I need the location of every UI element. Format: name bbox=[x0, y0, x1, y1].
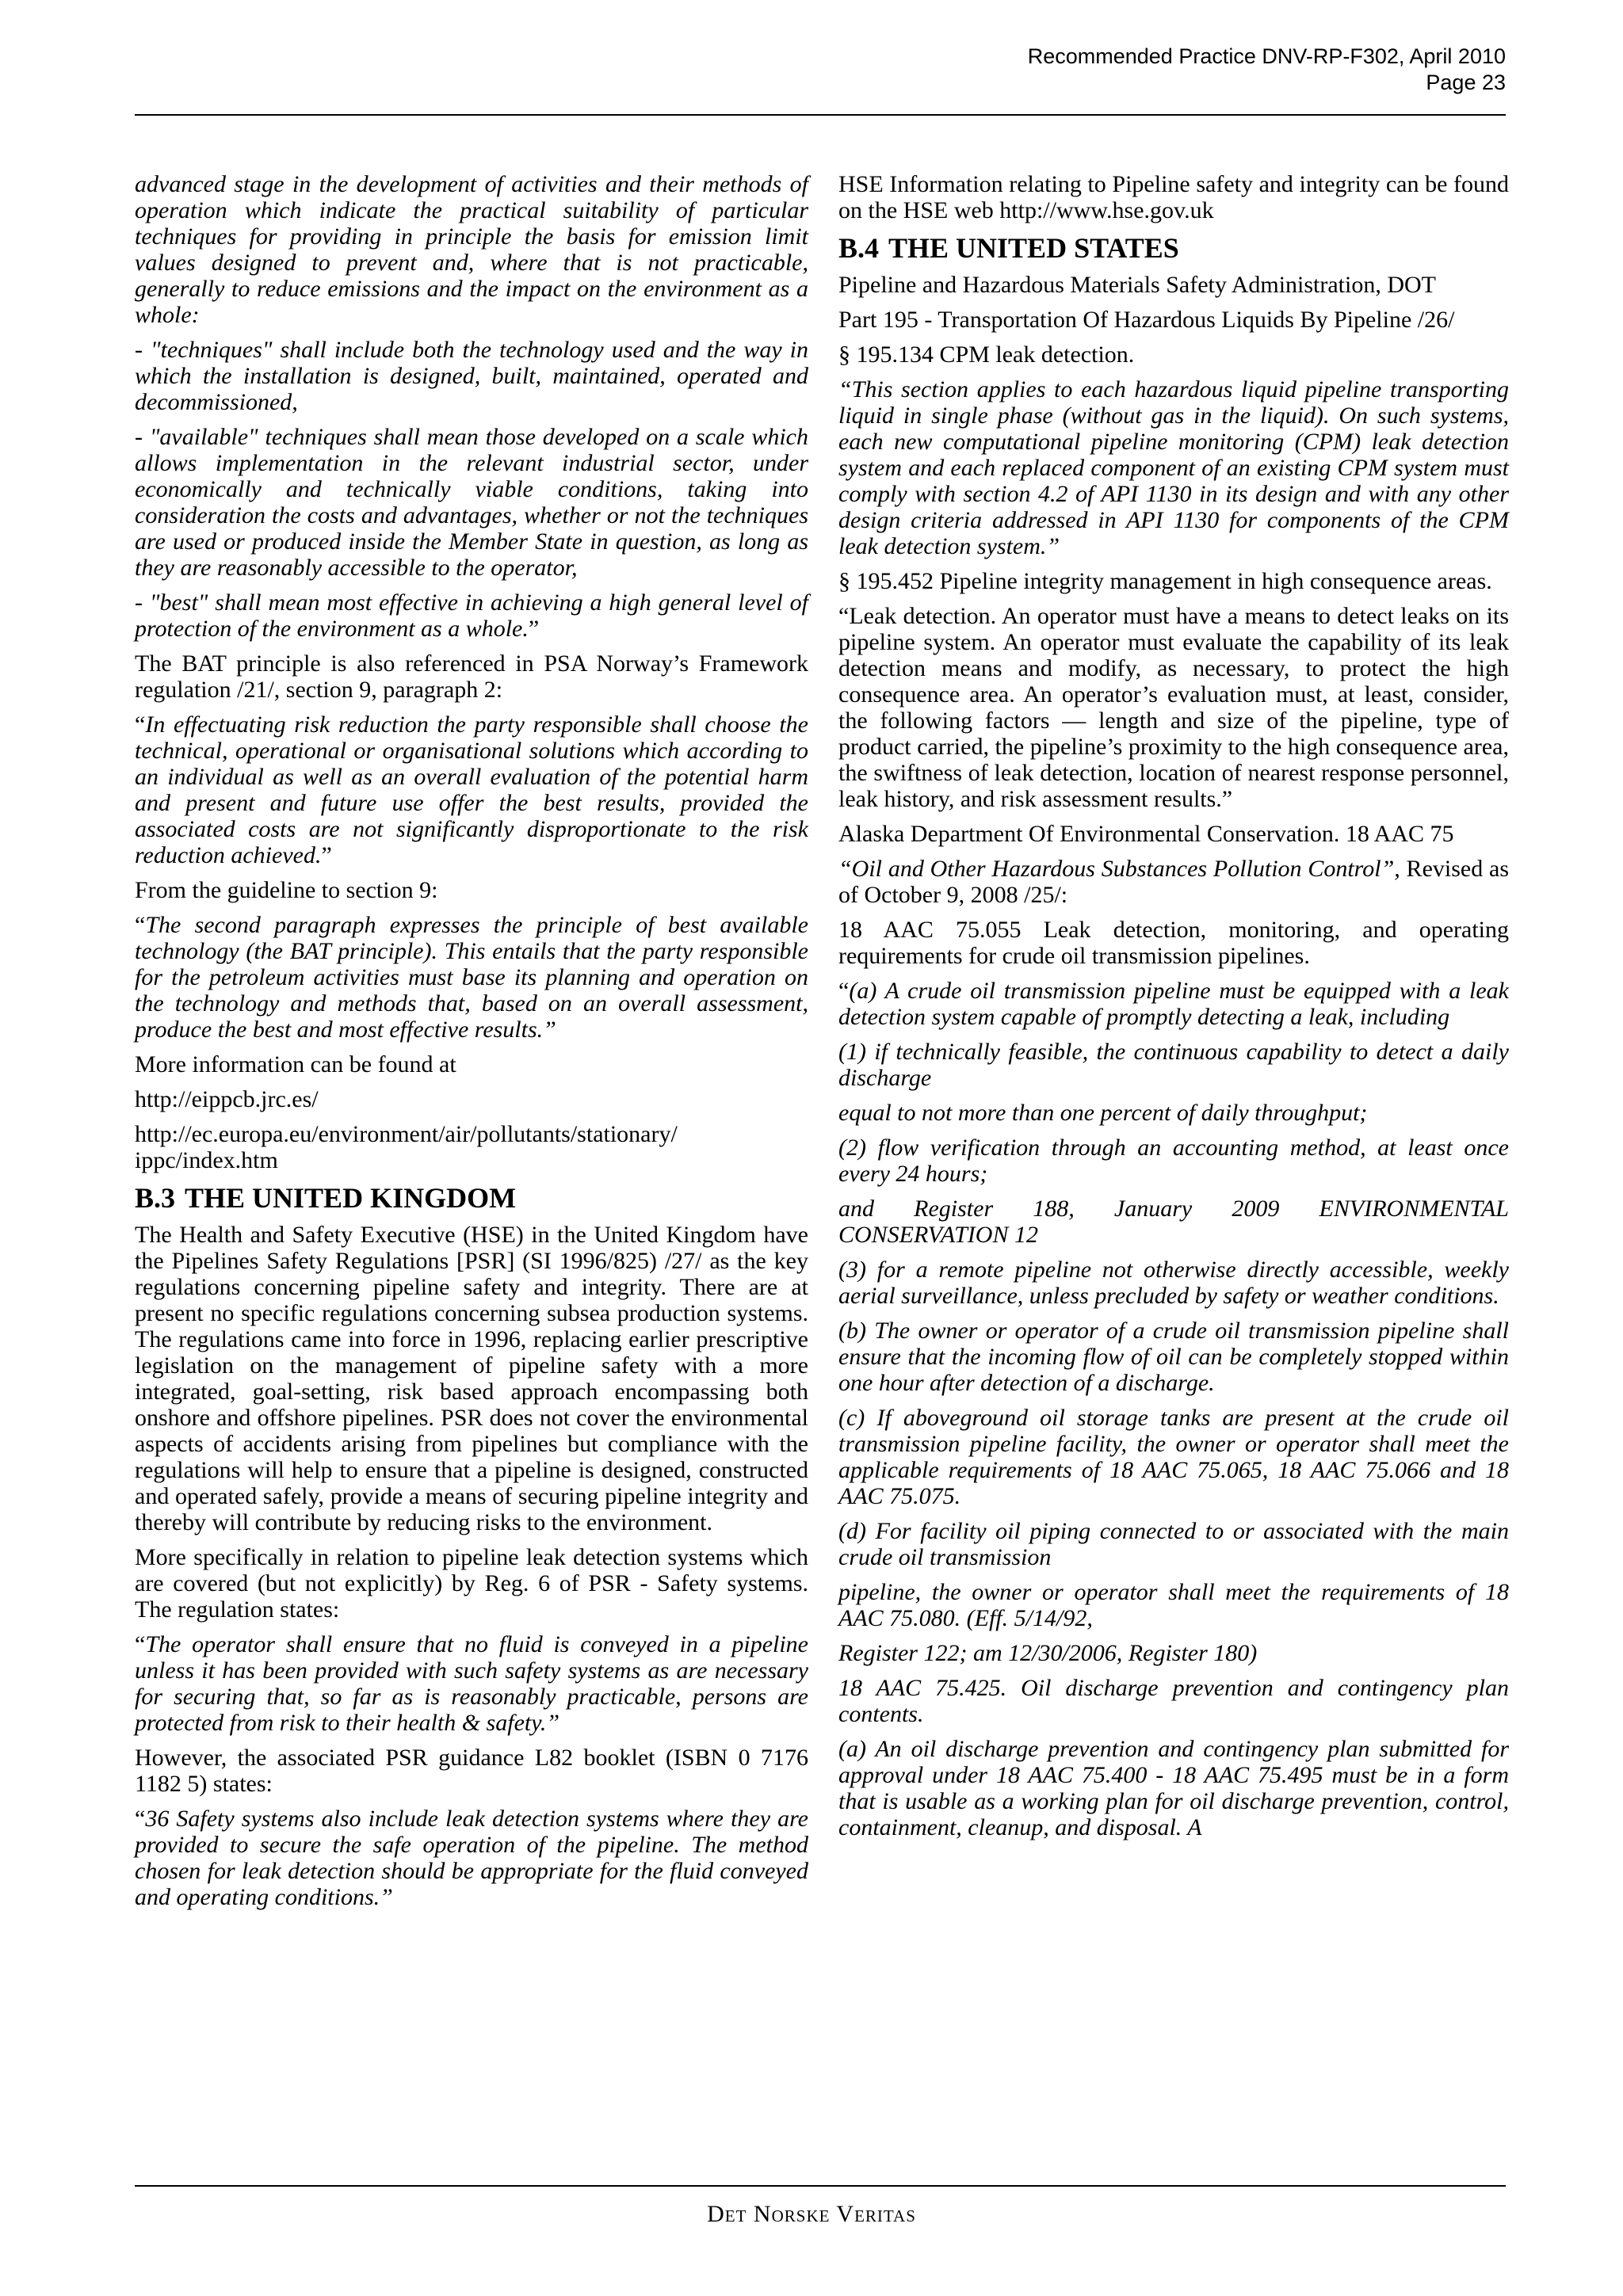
quote-text: The second paragraph expresses the principle of best available technology (the BAT principle). This entails that the party responsible for the petroleum activities must base its planning and operation on the technology and methods that, based on an overall assessment, produce the best and most effective results.” bbox=[135, 912, 808, 1043]
paragraph: (c) If aboveground oil storage tanks are present at the crude oil transmission pipeline facility, the owner or operator shall meet the applicable requirements of 18 AAC 75.065, 18 AAC 75.066 and 18 AAC 75.075. bbox=[838, 1405, 1509, 1509]
paragraph: HSE Information relating to Pipeline safety and integrity can be found on the HSE web http://www.hse.gov.uk bbox=[838, 171, 1509, 223]
link-ec-europa[interactable] bbox=[135, 1121, 808, 1173]
link-part: ippc/index.htm bbox=[135, 1147, 278, 1173]
link-part: http://ec.europa.eu/environment/air/pollutants/stationary/ bbox=[135, 1121, 678, 1147]
quote-text: In effectuating risk reduction the party responsible shall choose the technical, operational or organisational solutions which according to an individual as well as an overall evaluation of the potential harm and present and future use offer the best results, provided the associated costs are not significantly disproportionate to the risk reduction achieved. bbox=[135, 711, 808, 868]
paragraph: 18 AAC 75.055 Leak detection, monitoring, and operating requirements for crude oil transmission pipelines. bbox=[838, 917, 1509, 969]
open-quote: “ bbox=[135, 1631, 146, 1657]
quote-text: (a) A crude oil transmission pipeline must be equipped with a leak detection system capable of promptly detecting a leak, including bbox=[838, 978, 1509, 1030]
quote-text: - "best" shall mean most effective in achieving a high general level of protection of the environment as a whole. bbox=[135, 589, 808, 642]
paragraph: Part 195 - Transportation Of Hazardous Liquids By Pipeline /26/ bbox=[838, 307, 1455, 333]
paragraph: (3) for a remote pipeline not otherwise directly accessible, weekly aerial surveillance, unless precluded by safety or weather conditions. bbox=[838, 1257, 1509, 1309]
paragraph: equal to not more than one percent of daily throughput; bbox=[838, 1100, 1368, 1126]
close-quote: ” bbox=[528, 616, 540, 642]
paragraph bbox=[838, 856, 1509, 908]
open-quote: “ bbox=[838, 978, 850, 1004]
footer-divider bbox=[135, 2185, 1506, 2187]
paragraph bbox=[135, 1631, 808, 1736]
paragraph: (b) The owner or operator of a crude oil transmission pipeline shall ensure that the incoming flow of oil can be completely stopped within one hour after detection of a discharge. bbox=[838, 1318, 1509, 1396]
paragraph: However, the associated PSR guidance L82 booklet (ISBN 0 7176 1182 5) states: bbox=[135, 1745, 808, 1797]
paragraph bbox=[135, 711, 808, 868]
left-column bbox=[135, 171, 808, 1919]
paragraph: Register 122; am 12/30/2006, Register 180) bbox=[838, 1640, 1258, 1666]
paragraph: and Register 188, January 2009 ENVIRONMENTAL CONSERVATION 12 bbox=[838, 1196, 1509, 1248]
paragraph: The Health and Safety Executive (HSE) in the United Kingdom have the Pipelines Safety Regulations [PSR] (SI 1996/825) /27/ as the key regulations concerning pipeline safety and integrity. There are at present no specific regulations concerning subsea production systems. The regulations came into force in 1996, replacing earlier prescriptive legislation on the management of pipeline safety with a more integrated, goal-setting, risk based approach encompassing both onshore and offshore pipelines. PSR does not cover the environmental aspects of accidents arising from pipelines but compliance with the regulations will help to ensure that a pipeline is designed, constructed and operated safely, provide a means of securing pipeline integrity and thereby will contribute by reducing risks to the environment. bbox=[135, 1222, 808, 1535]
paragraph: “This section applies to each hazardous liquid pipeline transporting liquid in single phase (without gas in the liquid). On such systems, each new computational pipeline monitoring (CPM) leak detection system and each replaced component of an existing CPM system must comply with section 4.2 of API 1130 in its design and with any other design criteria addressed in API 1130 for components of the CPM leak detection system.” bbox=[838, 376, 1509, 559]
page-number: Page 23 bbox=[1426, 71, 1506, 94]
quote-text: 36 Safety systems also include leak detection systems where they are provided to secure the safe operation of the pipeline. The method chosen for leak detection should be appropriate for the fluid conveyed and operating conditions.” bbox=[135, 1806, 808, 1910]
paragraph: pipeline, the owner or operator shall meet the requirements of 18 AAC 75.080. (Eff. 5/14/92, bbox=[838, 1579, 1509, 1631]
section-title: THE UNITED STATES bbox=[888, 232, 1179, 264]
paragraph: More information can be found at bbox=[135, 1051, 456, 1077]
paragraph: (a) An oil discharge prevention and contingency plan submitted for approval under 18 AAC 75.400 - 18 AAC 75.495 must be in a form that is usable as a working plan for oil discharge prevention, control, containment, cleanup, and disposal. A bbox=[838, 1736, 1509, 1840]
close-quote: ” bbox=[321, 842, 332, 868]
paragraph-text: Revised as of October 9, 2008 /25/: bbox=[838, 856, 1509, 908]
section-number: B.3 bbox=[135, 1182, 176, 1214]
paragraph: (2) flow verification through an accounting method, at least once every 24 hours; bbox=[838, 1135, 1509, 1187]
paragraph: § 195.134 CPM leak detection. bbox=[838, 341, 1135, 368]
paragraph: From the guideline to section 9: bbox=[135, 877, 438, 903]
paragraph: “Leak detection. An operator must have a means to detect leaks on its pipeline system. An operator must evaluate the capability of its leak detection means and modify, as necessary, to protect the high consequence area. An operator’s evaluation must, at least, consider, the following factors — length and size of the pipeline, type of product carried, the pipeline’s proximity to the high consequence area, the swiftness of leak detection, location of nearest response personnel, leak history, and risk assessment results.” bbox=[838, 603, 1509, 812]
page-footer: Det Norske Veritas bbox=[707, 2201, 916, 2227]
link-eippcb[interactable]: http://eippcb.jrc.es/ bbox=[135, 1086, 319, 1112]
paragraph: advanced stage in the development of activities and their methods of operation which indicate the practical suitability of particular techniques for providing in principle the basis for emission limit values designed to prevent and, where that is not practicable, generally to reduce emissions and the impact on the environment as a whole: bbox=[135, 171, 808, 328]
paragraph: 18 AAC 75.425. Oil discharge prevention and contingency plan contents. bbox=[838, 1675, 1509, 1727]
paragraph bbox=[838, 978, 1509, 1030]
quote-text: “Oil and Other Hazardous Substances Pollution Control”, bbox=[838, 856, 1400, 882]
open-quote: “ bbox=[135, 711, 146, 738]
section-number: B.4 bbox=[838, 232, 880, 264]
paragraph: (d) For facility oil piping connected to or associated with the main crude oil transmission bbox=[838, 1518, 1509, 1570]
paragraph: (1) if technically feasible, the continuous capability to detect a daily discharge bbox=[838, 1039, 1509, 1091]
paragraph bbox=[135, 912, 808, 1043]
open-quote: “ bbox=[135, 912, 146, 938]
section-title: THE UNITED KINGDOM bbox=[185, 1182, 517, 1214]
page-header bbox=[1028, 44, 1506, 96]
paragraph bbox=[135, 589, 808, 642]
paragraph: Alaska Department Of Environmental Conservation. 18 AAC 75 bbox=[838, 821, 1454, 847]
paragraph bbox=[135, 1806, 808, 1910]
open-quote: “ bbox=[135, 1806, 146, 1832]
paragraph: The BAT principle is also referenced in PSA Norway’s Framework regulation /21/, section 9, paragraph 2: bbox=[135, 650, 808, 703]
section-heading-b4 bbox=[838, 232, 1509, 264]
paragraph: More specifically in relation to pipeline leak detection systems which are covered (but not explicitly) by Reg. 6 of PSR - Safety systems. The regulation states: bbox=[135, 1544, 808, 1623]
right-column bbox=[838, 171, 1509, 1849]
document-title: Recommended Practice DNV-RP-F302, April 2010 bbox=[1027, 44, 1506, 68]
paragraph: - "available" techniques shall mean those developed on a scale which allows implementation in the relevant industrial sector, under economically and technically viable conditions, taking into consideration the costs and advantages, whether or not the techniques are used or produced inside the Member State in question, as long as they are reasonably accessible to the operator, bbox=[135, 424, 808, 581]
header-divider bbox=[135, 114, 1506, 116]
paragraph: § 195.452 Pipeline integrity management in high consequence areas. bbox=[838, 568, 1492, 594]
section-heading-b3 bbox=[135, 1182, 808, 1214]
paragraph: - "techniques" shall include both the technology used and the way in which the installation is designed, built, maintained, operated and decommissioned, bbox=[135, 337, 808, 415]
quote-text: The operator shall ensure that no fluid is conveyed in a pipeline unless it has been provided with such safety systems as are necessary for securing that, so far as is reasonably practicable, persons are protected from risk to their health & safety.” bbox=[135, 1631, 808, 1736]
paragraph: Pipeline and Hazardous Materials Safety Administration, DOT bbox=[838, 272, 1436, 298]
